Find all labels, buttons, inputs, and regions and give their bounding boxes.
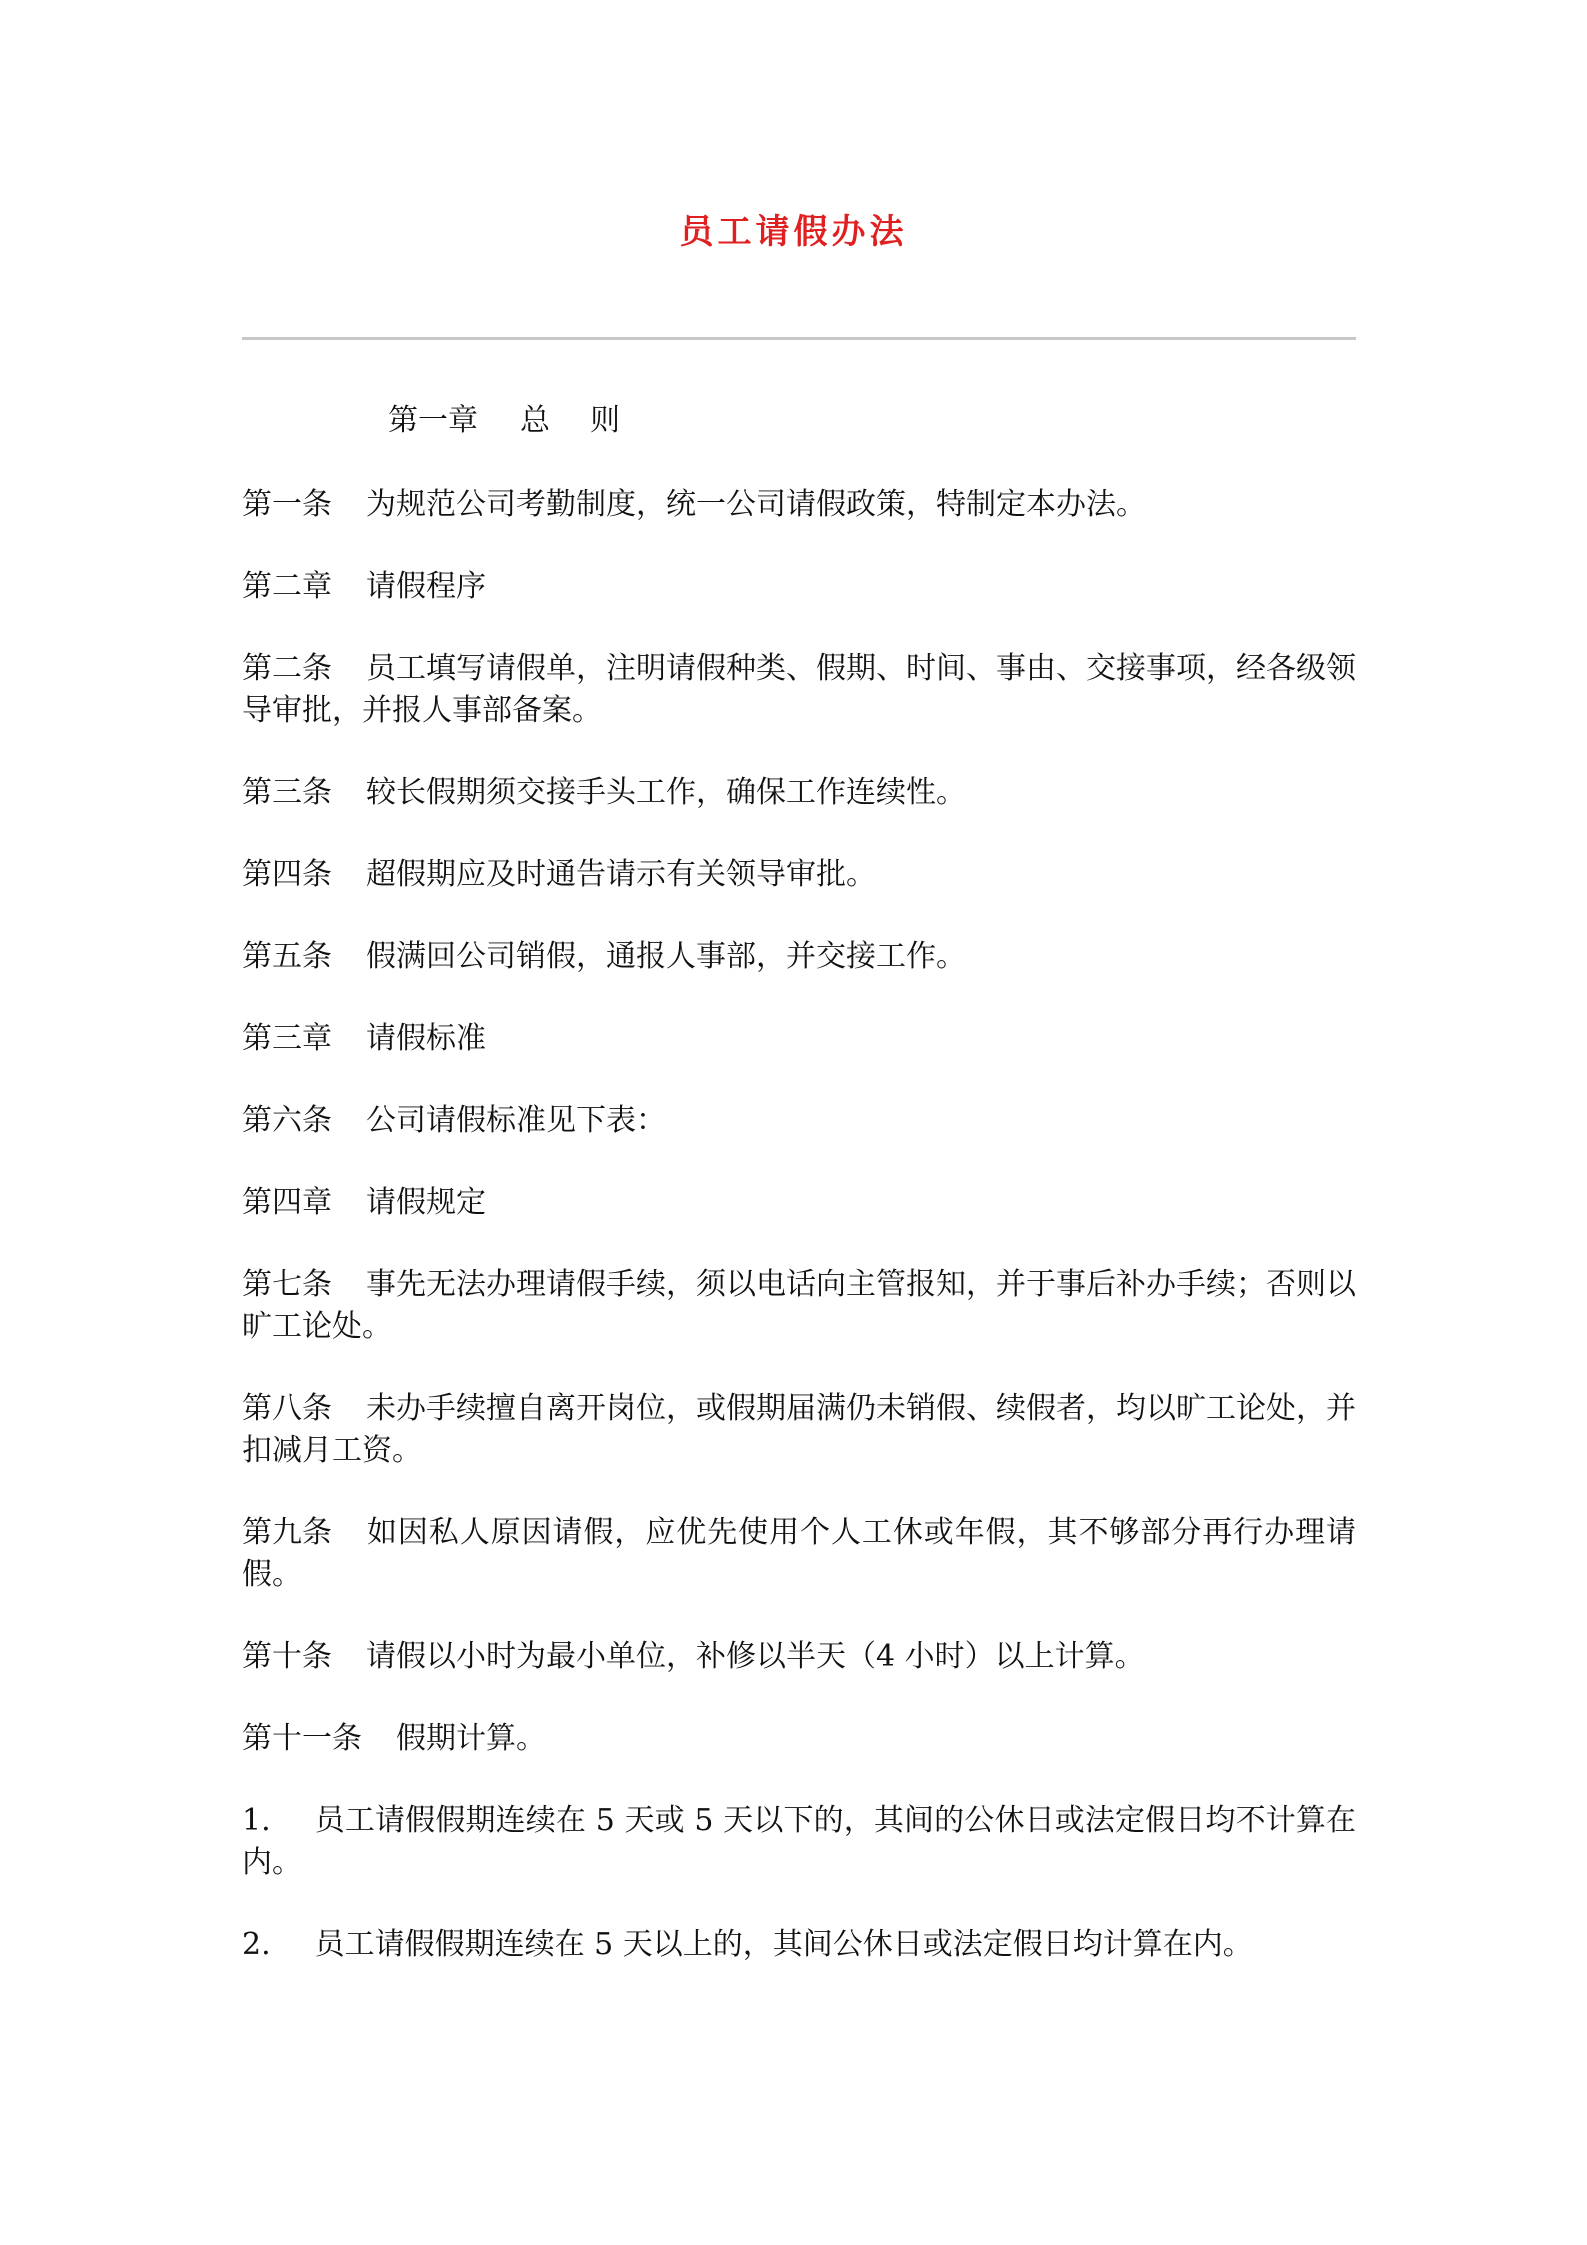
chapter-heading	[242, 566, 1356, 608]
chapter-label: 第一章	[388, 403, 478, 438]
article-text: 假期计算。	[396, 1721, 546, 1756]
document-title: 员工请假办法	[679, 212, 908, 252]
article-label: 第五条	[242, 939, 332, 974]
article-text: 请假以小时为最小单位，补修以半天（4 小时）以上计算。	[366, 1639, 1145, 1674]
article-label: 第八条	[242, 1391, 332, 1426]
article-text: 假满回公司销假，通报人事部，并交接工作。	[366, 939, 966, 974]
list-item-text: 员工请假假期连续在 5 天以上的，其间公休日或法定假日均计算在内。	[314, 1927, 1253, 1962]
article-text: 未办手续擅自离开岗位，或假期届满仍未销假、续假者，均以旷工论处，并扣减月工资。	[242, 1391, 1356, 1468]
chapter-label: 第三章	[242, 1021, 332, 1056]
chapter-label: 第二章	[242, 569, 332, 604]
article-label: 第一条	[242, 487, 332, 522]
list-item	[242, 1924, 1356, 1966]
chapter-heading-1	[388, 400, 1088, 442]
chapter-title: 总则	[520, 403, 660, 438]
article-text: 员工填写请假单，注明请假种类、假期、时间、事由、交接事项，经各级领导审批，并报人事部备案。	[242, 651, 1356, 728]
article-label: 第十条	[242, 1639, 332, 1674]
article	[242, 484, 1356, 526]
chapter-title: 请假规定	[366, 1185, 486, 1220]
article-text: 较长假期须交接手头工作，确保工作连续性。	[366, 775, 966, 810]
title-divider	[242, 337, 1356, 340]
article-label: 第四条	[242, 857, 332, 892]
article-label: 第六条	[242, 1103, 332, 1138]
article	[242, 1388, 1356, 1472]
article-label: 第二条	[242, 651, 332, 686]
article-text: 如因私人原因请假，应优先使用个人工休或年假，其不够部分再行办理请假。	[242, 1515, 1356, 1592]
chapter-heading	[242, 1018, 1356, 1060]
article-text: 公司请假标准见下表：	[366, 1103, 666, 1138]
article-label: 第十一条	[242, 1721, 362, 1756]
list-item-text: 员工请假假期连续在 5 天或 5 天以下的，其间的公休日或法定假日均不计算在内。	[242, 1803, 1356, 1880]
article-label: 第九条	[242, 1515, 332, 1550]
article-text: 为规范公司考勤制度，统一公司请假政策，特制定本办法。	[366, 487, 1146, 522]
article	[242, 648, 1356, 732]
article	[242, 1636, 1356, 1678]
article	[242, 1718, 1356, 1760]
article-label: 第七条	[242, 1267, 332, 1302]
article	[242, 1100, 1356, 1142]
article	[242, 772, 1356, 814]
chapter-label: 第四章	[242, 1185, 332, 1220]
article	[242, 854, 1356, 896]
article-text: 事先无法办理请假手续，须以电话向主管报知，并于事后补办手续；否则以旷工论处。	[242, 1267, 1356, 1344]
chapter-title: 请假标准	[366, 1021, 486, 1056]
article	[242, 936, 1356, 978]
article	[242, 1512, 1356, 1596]
article-text: 超假期应及时通告请示有关领导审批。	[366, 857, 876, 892]
article	[242, 1264, 1356, 1348]
article-label: 第三条	[242, 775, 332, 810]
list-item-number: 2.	[242, 1927, 271, 1962]
chapter-title: 请假程序	[366, 569, 486, 604]
chapter-heading	[242, 1182, 1356, 1224]
list-item	[242, 1800, 1356, 1884]
list-item-number: 1.	[242, 1803, 271, 1838]
